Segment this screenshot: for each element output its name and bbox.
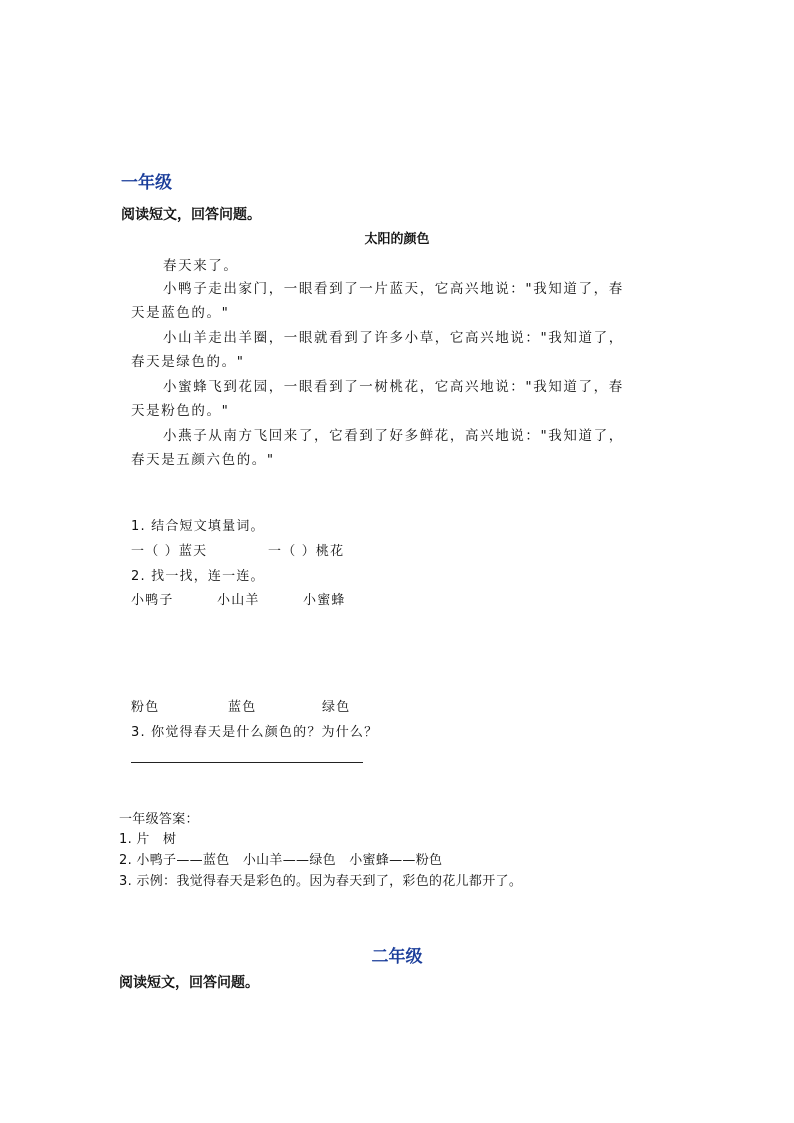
grade1-heading: 一年级 [121, 173, 172, 193]
animal-label: 小山羊 [217, 593, 260, 608]
question-1: 1. 结合短文填量词。 [131, 519, 265, 534]
passage-line: 春天是五颜六色的。" [131, 452, 275, 468]
animal-label: 小鸭子 [131, 593, 174, 608]
grade1-instruction: 阅读短文，回答问题。 [121, 207, 261, 223]
passage-title: 太阳的颜色 [364, 232, 430, 247]
passage-line: 小山羊走出羊圈，一眼就看到了许多小草，它高兴地说："我知道了， [163, 330, 624, 346]
question-1-blank-a: 一（ ）蓝天 [131, 544, 208, 559]
passage-line: 天是粉色的。" [131, 403, 230, 419]
answer-2: 2. 小鸭子——蓝色 小山羊——绿色 小蜜蜂——粉色 [119, 853, 443, 868]
color-label: 粉色 [131, 700, 160, 715]
passage-line: 小燕子从南方飞回来了，它看到了好多鲜花，高兴地说："我知道了， [163, 428, 624, 444]
grade2-heading: 二年级 [371, 947, 423, 967]
color-label: 蓝色 [228, 700, 257, 715]
question-2: 2. 找一找，连一连。 [131, 569, 265, 584]
grade2-instruction: 阅读短文，回答问题。 [119, 975, 259, 991]
passage-line: 小蜜蜂飞到花园，一眼看到了一树桃花，它高兴地说："我知道了，春 [163, 379, 624, 395]
answer-1: 1. 片 树 [119, 832, 177, 847]
color-label: 绿色 [322, 700, 351, 715]
passage-line: 小鸭子走出家门，一眼看到了一片蓝天，它高兴地说："我知道了，春 [163, 281, 624, 297]
question-1-blank-b: 一（ ）桃花 [268, 544, 345, 559]
answer-3: 3. 示例：我觉得春天是彩色的。因为春天到了，彩色的花儿都开了。 [119, 874, 523, 889]
answer-line [131, 762, 363, 763]
answers-label: 一年级答案： [119, 812, 199, 827]
animal-label: 小蜜蜂 [303, 593, 346, 608]
passage-line: 春天来了。 [163, 258, 239, 274]
passage-line: 天是蓝色的。" [131, 305, 230, 321]
passage-line: 春天是绿色的。" [131, 354, 245, 370]
question-3: 3. 你觉得春天是什么颜色的？为什么？ [131, 725, 379, 740]
